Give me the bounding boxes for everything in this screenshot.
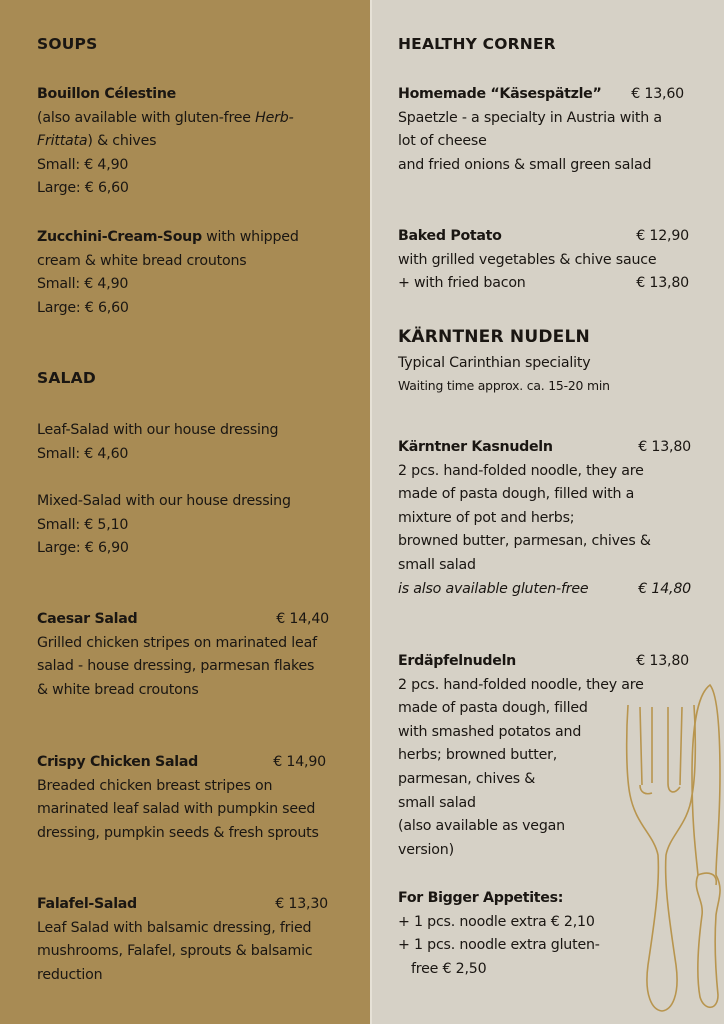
item-description: salad - house dressing, parmesan flakes xyxy=(37,658,315,675)
section-subtitle: Typical Carinthian speciality xyxy=(398,355,591,371)
item-price: € 13,80 xyxy=(636,653,689,669)
addon-price: € 13,80 xyxy=(636,275,689,292)
item-description: reduction xyxy=(37,966,103,983)
item-description: 2 pcs. hand-folded noodle, they are xyxy=(398,676,644,693)
item-name: Bouillon Célestine xyxy=(37,86,176,102)
item-description: dressing, pumpkin seeds & fresh sprouts xyxy=(37,824,319,841)
item-description: Leaf Salad with balsamic dressing, fried xyxy=(37,919,312,936)
item-name: Mixed-Salad with our house dressing xyxy=(37,493,291,509)
item-name: Homemade “Käsespätzle” xyxy=(398,86,602,102)
item-description: herbs; browned butter, xyxy=(398,747,558,764)
extra-noodle: + 1 pcs. noodle extra € 2,10 xyxy=(398,913,595,930)
item-description: Frittata) & chives xyxy=(37,133,157,150)
item-name: Zucchini-Cream-Soup xyxy=(37,229,202,245)
item-header xyxy=(398,225,689,249)
price-small: Small: € 4,60 xyxy=(37,445,129,462)
item-name: Caesar Salad xyxy=(37,611,138,627)
item-description: with grilled vegetables & chive sauce xyxy=(398,251,657,268)
item-price: € 13,80 xyxy=(638,439,691,455)
menu-item-crispy-chicken-salad xyxy=(37,751,326,845)
item-description: mixture of pot and herbs; xyxy=(398,509,575,526)
menu-item-falafel-salad xyxy=(37,893,328,987)
price-large: Large: € 6,90 xyxy=(37,540,129,557)
item-name: Kärntner Kasnudeln xyxy=(398,439,553,455)
menu-item-zucchini xyxy=(37,226,299,320)
item-description: small salad xyxy=(398,556,476,573)
extra-noodle-gluten-free-cont: free € 2,50 xyxy=(411,960,487,977)
item-description: (also available as vegan xyxy=(398,818,565,835)
item-header xyxy=(37,893,328,917)
waiting-time-note: Waiting time approx. ca. 15-20 min xyxy=(398,378,610,393)
bigger-appetites xyxy=(398,887,600,981)
item-description: Zucchini-Cream-Soup with whipped xyxy=(37,229,299,245)
item-description: & white bread croutons xyxy=(37,681,199,698)
menu-item-mixed-salad xyxy=(37,490,291,561)
item-description: mushrooms, Falafel, sprouts & balsamic xyxy=(37,943,313,960)
price-large: Large: € 6,60 xyxy=(37,180,129,197)
item-header xyxy=(398,436,691,460)
extra-noodle-gluten-free: + 1 pcs. noodle extra gluten- xyxy=(398,937,600,954)
item-name: Leaf-Salad with our house dressing xyxy=(37,422,279,438)
menu-item-erdaepfelnudeln xyxy=(398,650,689,862)
item-description: (also available with gluten-free Herb- xyxy=(37,109,294,126)
item-header xyxy=(398,83,684,107)
item-header xyxy=(37,751,326,775)
item-description: with smashed potatos and xyxy=(398,723,582,740)
item-description: Grilled chicken stripes on marinated leaf xyxy=(37,634,317,651)
bigger-appetites-heading: For Bigger Appetites: xyxy=(398,890,564,906)
price-small: Small: € 4,90 xyxy=(37,276,129,293)
item-price: € 12,90 xyxy=(636,228,689,244)
section-heading-kaerntner-nudeln: KÄRNTNER NUDELN xyxy=(398,327,590,347)
item-price: € 14,90 xyxy=(273,754,326,770)
item-price: € 14,40 xyxy=(276,611,329,627)
item-price: € 13,60 xyxy=(631,86,684,102)
item-description: version) xyxy=(398,841,454,858)
menu-item-kasnudeln xyxy=(398,436,691,601)
item-name: Falafel-Salad xyxy=(37,896,137,912)
menu-item-baked-potato xyxy=(398,225,689,296)
item-description: made of pasta dough, filled with a xyxy=(398,486,635,503)
menu-item-bouillon xyxy=(37,83,294,201)
gluten-free-option xyxy=(398,578,691,602)
section-heading-salad: SALAD xyxy=(37,369,96,387)
item-addon xyxy=(398,272,689,296)
price-small: Small: € 5,10 xyxy=(37,516,129,533)
item-name: Crispy Chicken Salad xyxy=(37,754,198,770)
item-description: browned butter, parmesan, chives & xyxy=(398,533,651,550)
item-price: € 13,30 xyxy=(275,896,328,912)
item-description: and fried onions & small green salad xyxy=(398,156,652,173)
option-price: € 14,80 xyxy=(638,580,691,597)
right-column xyxy=(370,0,724,1024)
item-description: parmesan, chives & xyxy=(398,770,536,787)
menu-item-leaf-salad xyxy=(37,419,278,466)
item-description: lot of cheese xyxy=(398,133,487,150)
item-name: Baked Potato xyxy=(398,228,502,244)
menu-item-caesar-salad xyxy=(37,608,329,702)
item-description: small salad xyxy=(398,794,476,811)
menu-item-kaesespaetzle xyxy=(398,83,684,177)
item-description: 2 pcs. hand-folded noodle, they are xyxy=(398,462,644,479)
item-name: Erdäpfelnudeln xyxy=(398,653,516,669)
item-description: Spaetzle - a specialty in Austria with a xyxy=(398,109,662,126)
option-label: is also available gluten-free xyxy=(398,580,589,597)
item-header xyxy=(398,650,689,674)
section-heading-soups: SOUPS xyxy=(37,35,98,53)
addon-label: + with fried bacon xyxy=(398,275,526,292)
section-heading-healthy-corner: HEALTHY CORNER xyxy=(398,35,556,53)
item-description: marinated leaf salad with pumpkin seed xyxy=(37,801,316,818)
price-large: Large: € 6,60 xyxy=(37,299,129,316)
price-small: Small: € 4,90 xyxy=(37,156,129,173)
item-description: Breaded chicken breast stripes on xyxy=(37,777,273,794)
item-description: cream & white bread croutons xyxy=(37,252,247,269)
item-header xyxy=(37,608,329,632)
item-description: made of pasta dough, filled xyxy=(398,700,588,717)
